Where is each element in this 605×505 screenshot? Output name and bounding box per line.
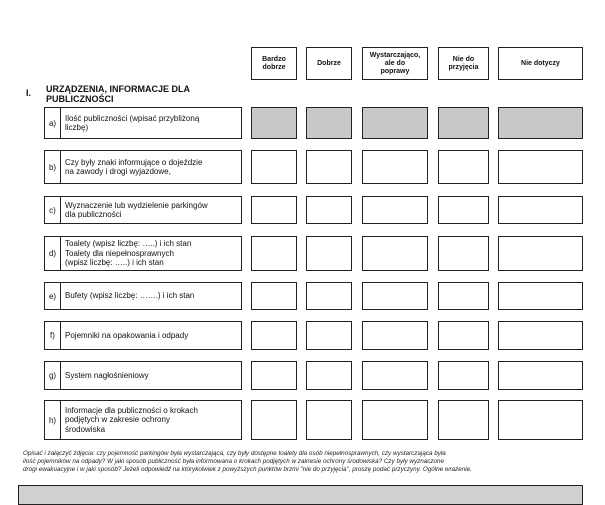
section-number: I. <box>26 88 32 98</box>
row-text: Wyznaczenie lub wydzielenie parkingów dla publiczności <box>65 200 208 219</box>
rating-cell-wystarczajaco[interactable] <box>362 236 428 271</box>
row-text: Pojemniki na opakowania i odpady <box>65 330 189 340</box>
rating-cell-wystarczajaco[interactable] <box>362 400 428 440</box>
rating-cell-bardzo-dobrze[interactable] <box>251 282 297 310</box>
rating-cell-wystarczajaco[interactable] <box>362 282 428 310</box>
rating-cell-dobrze <box>306 107 352 139</box>
rating-cell-dobrze[interactable] <box>306 236 352 271</box>
row-label-box <box>44 361 242 390</box>
rating-cell-bardzo-dobrze <box>251 107 297 139</box>
header-wystarczajaco: Wystarczająco, ale do poprawy <box>362 47 428 80</box>
rating-cell-bardzo-dobrze[interactable] <box>251 361 297 390</box>
row-letter: a) <box>45 108 61 138</box>
rating-cell-bardzo-dobrze[interactable] <box>251 150 297 184</box>
row-text: System nagłośnieniowy <box>65 370 149 380</box>
row-label-box <box>44 282 242 310</box>
rating-cell-wystarczajaco[interactable] <box>362 150 428 184</box>
rating-cell-nie-dotyczy[interactable] <box>498 400 583 440</box>
header-dobrze: Dobrze <box>306 47 352 80</box>
row-text: Czy były znaki informujące o dojeździe na zawody i drogi wyjazdowe, <box>65 157 203 176</box>
rating-cell-wystarczajaco[interactable] <box>362 361 428 390</box>
row-text: Bufety (wpisz liczbę: …….) i ich stan <box>65 291 195 301</box>
row-letter: c) <box>45 197 61 223</box>
row-letter: d) <box>45 237 61 270</box>
row-label-box <box>44 196 242 224</box>
rating-cell-wystarczajaco[interactable] <box>362 196 428 224</box>
rating-cell-nie-dotyczy[interactable] <box>498 196 583 224</box>
row-text: Informacje dla publiczności o krokach podjętych w zakresie ochrony środowiska <box>65 405 198 434</box>
row-label-box <box>44 400 242 440</box>
row-text: Ilość publiczności (wpisać przybliżoną liczbę) <box>65 113 200 132</box>
rating-cell-wystarczajaco[interactable] <box>362 321 428 350</box>
rating-cell-nie-do-przyjecia[interactable] <box>438 361 489 390</box>
row-text: Toalety (wpisz liczbę: …..) i ich stan Toalety dla niepełnosprawnych (wpisz liczbę: …..) i ich stan <box>65 239 192 268</box>
row-label-box <box>44 321 242 350</box>
rating-cell-nie-do-przyjecia[interactable] <box>438 321 489 350</box>
row-letter: e) <box>45 283 61 309</box>
instructions-footnote: Opisać i załączyć zdjęcia: czy pojemność parkingów była wystarczająca, czy były dostępne toalety dla osób niepełnosprawnych, czy wystarczająca była ilość pojemników na odpady? W jaki sposób publiczność była informowana o krokach podjętych w zakresie ochrony środowiska? Czy były wyznaczone drogi ewakuacyjne i w jaki sposób? Jeżeli odpowiedź na którykolwiek z powyższych punktów brzmi "nie do przyjęcia", proszę podać przyczyny. Ogólne wrażenie. <box>23 450 472 473</box>
rating-cell-bardzo-dobrze[interactable] <box>251 236 297 271</box>
rating-cell-bardzo-dobrze[interactable] <box>251 196 297 224</box>
rating-cell-bardzo-dobrze[interactable] <box>251 321 297 350</box>
rating-cell-nie-dotyczy[interactable] <box>498 361 583 390</box>
row-letter: h) <box>45 401 61 439</box>
header-nie-dotyczy: Nie dotyczy <box>498 47 583 80</box>
rating-cell-nie-do-przyjecia[interactable] <box>438 150 489 184</box>
rating-cell-nie-do-przyjecia[interactable] <box>438 196 489 224</box>
rating-cell-dobrze[interactable] <box>306 321 352 350</box>
rating-cell-dobrze[interactable] <box>306 196 352 224</box>
rating-cell-nie-do-przyjecia[interactable] <box>438 400 489 440</box>
rating-cell-nie-dotyczy[interactable] <box>498 321 583 350</box>
row-letter: b) <box>45 151 61 183</box>
rating-cell-bardzo-dobrze[interactable] <box>251 400 297 440</box>
rating-cell-dobrze[interactable] <box>306 400 352 440</box>
comment-area[interactable] <box>18 485 583 505</box>
rating-cell-nie-dotyczy <box>498 107 583 139</box>
row-label-box <box>44 236 242 271</box>
rating-cell-nie-do-przyjecia[interactable] <box>438 236 489 271</box>
rating-cell-wystarczajaco <box>362 107 428 139</box>
rating-cell-dobrze[interactable] <box>306 361 352 390</box>
row-letter: f) <box>45 322 61 349</box>
section-title: URZĄDZENIA, INFORMACJE DLA PUBLICZNOŚCI <box>46 84 190 104</box>
rating-cell-nie-dotyczy[interactable] <box>498 282 583 310</box>
row-label-box <box>44 150 242 184</box>
rating-cell-dobrze[interactable] <box>306 150 352 184</box>
header-nie-do-przyjecia: Nie do przyjęcia <box>438 47 489 80</box>
header-bardzo-dobrze: Bardzo dobrze <box>251 47 297 80</box>
row-letter: g) <box>45 362 61 389</box>
rating-cell-nie-dotyczy[interactable] <box>498 150 583 184</box>
rating-cell-dobrze[interactable] <box>306 282 352 310</box>
rating-cell-nie-dotyczy[interactable] <box>498 236 583 271</box>
rating-cell-nie-do-przyjecia <box>438 107 489 139</box>
rating-cell-nie-do-przyjecia[interactable] <box>438 282 489 310</box>
row-label-box <box>44 107 242 139</box>
